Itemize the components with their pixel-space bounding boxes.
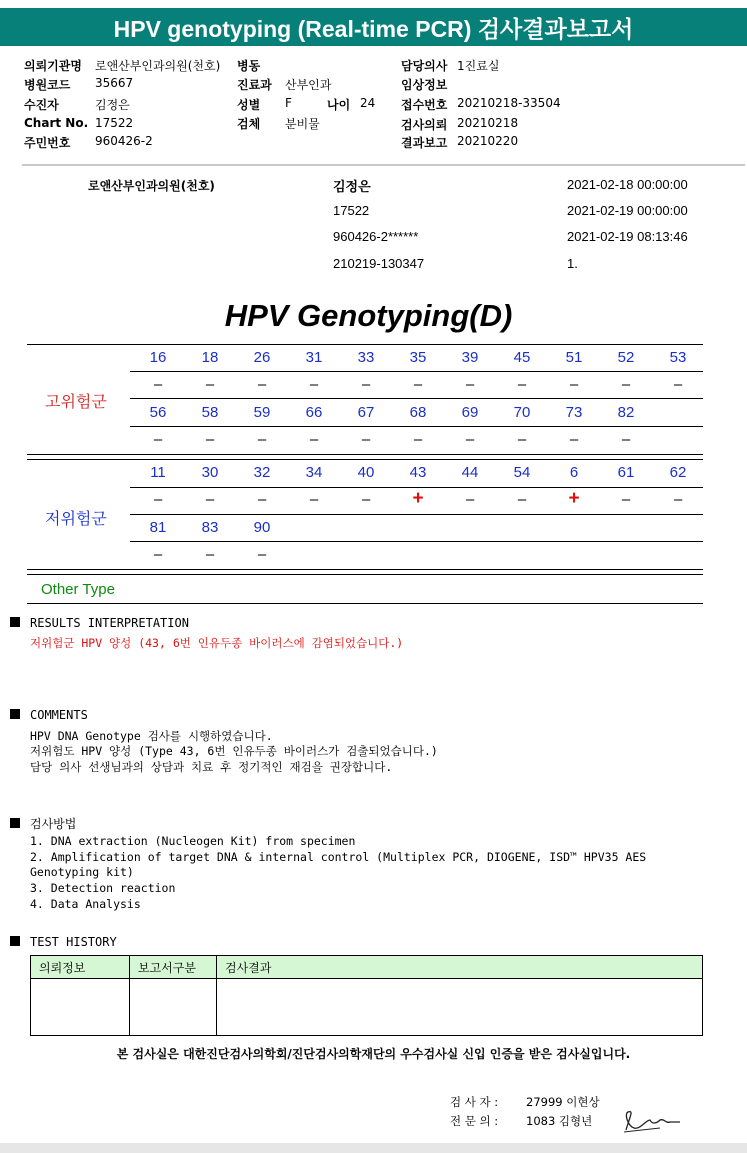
hpv-result-58: –	[205, 431, 215, 448]
expert-label: 전 문 의 :	[450, 1114, 499, 1128]
hpv-type-68: 68	[409, 404, 427, 421]
hpv-type-52: 52	[617, 349, 635, 366]
hpv-type-33: 33	[357, 349, 375, 366]
grid-line	[130, 426, 703, 427]
hpv-type-90: 90	[253, 519, 271, 536]
label-hospital-code: 병원코드	[24, 78, 71, 92]
grid-line	[130, 371, 703, 372]
hpv-type-67: 67	[357, 404, 375, 421]
grid-line	[27, 569, 703, 570]
hpv-type-62: 62	[669, 464, 687, 481]
hpv-result-40: –	[361, 491, 371, 508]
method-line: 2. Amplification of target DNA & internal control (Multiplex PCR, DIOGENE, ISD™ HPV35 AES	[30, 850, 647, 864]
value-ssn: 960426-2	[95, 134, 153, 148]
label-doctor: 담당의사	[401, 59, 448, 73]
hpv-result-81: –	[153, 546, 163, 563]
expert-name: 1083 김형년	[526, 1114, 593, 1128]
value-hospital-code: 35667	[95, 76, 134, 90]
date-1: 2021-02-18 00:00:00	[567, 177, 688, 192]
value-doctor: 1진료실	[457, 59, 500, 73]
high-risk-label: 고위험군	[45, 394, 107, 411]
hpv-result-18: –	[205, 376, 215, 393]
label-requester: 의뢰기관명	[24, 59, 82, 73]
hpv-type-53: 53	[669, 349, 687, 366]
chart-number: 17522	[333, 203, 370, 218]
value-requester: 로앤산부인과의원(천호)	[95, 59, 221, 73]
label-sex: 성별	[237, 98, 261, 112]
label-request-date: 검사의뢰	[401, 118, 448, 132]
label-report-date: 결과보고	[401, 136, 448, 150]
label-clinical-info: 임상정보	[401, 78, 448, 92]
results-heading-text: RESULTS INTERPRETATION	[30, 616, 189, 630]
grid-line	[27, 574, 703, 575]
hpv-type-81: 81	[149, 519, 167, 536]
hpv-type-39: 39	[461, 349, 479, 366]
hpv-result-35: –	[413, 376, 423, 393]
grid-line	[130, 514, 703, 515]
value-receipt-no: 20210218-33504	[457, 96, 561, 110]
history-col-request: 의뢰정보	[31, 956, 130, 979]
hpv-type-44: 44	[461, 464, 479, 481]
hpv-result-16: –	[153, 376, 163, 393]
hpv-result-43: +	[412, 488, 424, 509]
test-history-table	[30, 955, 703, 1036]
value-sex: F	[285, 96, 292, 110]
label-age: 나이	[327, 98, 351, 112]
value-age: 24	[360, 96, 376, 110]
method-heading	[10, 815, 76, 832]
hpv-result-59: –	[257, 431, 267, 448]
hpv-type-56: 56	[149, 404, 167, 421]
hpv-type-73: 73	[565, 404, 583, 421]
divider	[22, 164, 745, 166]
grid-line	[130, 398, 703, 399]
hpv-type-61: 61	[617, 464, 635, 481]
hpv-type-6: 6	[569, 464, 579, 481]
hpv-result-68: –	[413, 431, 423, 448]
results-heading	[10, 616, 189, 630]
comment-line: 담당 의사 선생님과의 상담과 치료 후 정기적인 재검을 권장합니다.	[30, 760, 393, 774]
patient-name: 김정은	[333, 180, 371, 195]
page-number: 1.	[567, 256, 578, 271]
table-cell	[217, 979, 703, 1036]
report-title: HPV genotyping (Real-time PCR) 검사결과보고서	[0, 8, 747, 46]
comments-heading	[10, 708, 88, 722]
bullet-square	[10, 936, 20, 946]
hpv-result-54: –	[517, 491, 527, 508]
comments-heading-text: COMMENTS	[30, 708, 88, 722]
hpv-result-73: –	[569, 431, 579, 448]
footer-bar	[0, 1143, 747, 1153]
hpv-result-34: –	[309, 491, 319, 508]
date-2: 2021-02-19 00:00:00	[567, 203, 688, 218]
hpv-type-83: 83	[201, 519, 219, 536]
hpv-type-31: 31	[305, 349, 323, 366]
comment-line: HPV DNA Genotype 검사를 시행하였습니다.	[30, 729, 273, 743]
grid-line	[27, 454, 703, 455]
bullet-square	[10, 709, 20, 719]
comment-line: 저위험도 HPV 양성 (Type 43, 6번 인유두종 바이러스가 검출되었습니다.)	[30, 744, 438, 758]
value-request-date: 20210218	[457, 116, 519, 130]
hpv-result-69: –	[465, 431, 475, 448]
certification-note: 본 검사실은 대한진단검사의학회/진단검사의학재단의 우수검사실 신입 인증을 받은 검사실입니다.	[116, 1047, 631, 1061]
label-specimen: 검체	[237, 117, 261, 131]
label-receipt-no: 접수번호	[401, 98, 448, 112]
hpv-result-51: –	[569, 376, 579, 393]
grid-line	[130, 541, 703, 542]
history-col-result: 검사결과	[217, 956, 703, 979]
low-risk-label: 저위험군	[45, 511, 107, 528]
hpv-result-31: –	[309, 376, 319, 393]
hpv-result-66: –	[309, 431, 319, 448]
history-heading-text: TEST HISTORY	[30, 935, 117, 949]
hpv-type-16: 16	[149, 349, 167, 366]
hpv-type-26: 26	[253, 349, 271, 366]
genotyping-title: HPV Genotyping(D)	[224, 298, 513, 333]
hpv-result-83: –	[205, 546, 215, 563]
method-line: 3. Detection reaction	[30, 881, 176, 895]
hpv-type-82: 82	[617, 404, 635, 421]
method-heading-text: 검사방법	[30, 817, 77, 831]
value-report-date: 20210220	[457, 134, 519, 148]
hpv-result-44: –	[465, 491, 475, 508]
hpv-type-32: 32	[253, 464, 271, 481]
hpv-result-62: –	[673, 491, 683, 508]
method-line: 4. Data Analysis	[30, 897, 141, 911]
other-type-label: Other Type	[41, 581, 115, 598]
signature-image	[620, 1106, 684, 1136]
hpv-type-40: 40	[357, 464, 375, 481]
grid-line	[27, 459, 703, 460]
value-patient: 김정은	[95, 98, 130, 112]
label-department: 진료과	[237, 78, 272, 92]
hpv-result-30: –	[205, 491, 215, 508]
hpv-result-52: –	[621, 376, 631, 393]
hpv-type-43: 43	[409, 464, 427, 481]
hpv-result-39: –	[465, 376, 475, 393]
hpv-type-69: 69	[461, 404, 479, 421]
masked-ssn: 960426-2******	[333, 229, 419, 244]
hpv-result-90: –	[257, 546, 267, 563]
table-row	[31, 979, 703, 1036]
bullet-square	[10, 617, 20, 627]
hpv-type-35: 35	[409, 349, 427, 366]
hpv-type-34: 34	[305, 464, 323, 481]
grid-line	[27, 344, 703, 345]
hpv-type-66: 66	[305, 404, 323, 421]
hpv-result-61: –	[621, 491, 631, 508]
tester-name: 27999 이현상	[526, 1095, 600, 1109]
hpv-type-59: 59	[253, 404, 271, 421]
hpv-type-45: 45	[513, 349, 531, 366]
hpv-result-70: –	[517, 431, 527, 448]
history-heading	[10, 935, 117, 949]
hpv-type-70: 70	[513, 404, 531, 421]
value-department: 산부인과	[285, 78, 332, 92]
hpv-type-54: 54	[513, 464, 531, 481]
label-ward: 병동	[237, 59, 261, 73]
hpv-result-82: –	[621, 431, 631, 448]
method-line: 1. DNA extraction (Nucleogen Kit) from specimen	[30, 834, 356, 848]
hpv-type-18: 18	[201, 349, 219, 366]
hpv-result-26: –	[257, 376, 267, 393]
history-col-report-type: 보고서구분	[130, 956, 217, 979]
table-cell	[31, 979, 130, 1036]
clinic-name: 로앤산부인과의원(천호)	[88, 179, 215, 193]
grid-line	[27, 603, 703, 604]
table-cell	[130, 979, 217, 1036]
hpv-result-32: –	[257, 491, 267, 508]
hpv-result-67: –	[361, 431, 371, 448]
date-3: 2021-02-19 08:13:46	[567, 229, 688, 244]
hpv-result-33: –	[361, 376, 371, 393]
sample-code: 210219-130347	[333, 256, 425, 271]
results-text: 저위험군 HPV 양성 (43, 6번 인유두종 바이러스에 감염되었습니다.)	[30, 636, 404, 650]
hpv-type-51: 51	[565, 349, 583, 366]
bullet-square	[10, 818, 20, 828]
hpv-result-11: –	[153, 491, 163, 508]
tester-label: 검 사 자 :	[450, 1095, 499, 1109]
hpv-type-30: 30	[201, 464, 219, 481]
label-patient: 수진자	[24, 98, 59, 112]
value-specimen: 분비물	[285, 117, 320, 131]
value-chart-no: 17522	[95, 116, 134, 130]
label-ssn: 주민번호	[24, 136, 71, 150]
hpv-result-45: –	[517, 376, 527, 393]
hpv-type-11: 11	[150, 464, 166, 481]
hpv-type-58: 58	[201, 404, 219, 421]
hpv-result-6: +	[568, 488, 580, 509]
hpv-result-56: –	[153, 431, 163, 448]
hpv-result-53: –	[673, 376, 683, 393]
method-line: Genotyping kit)	[30, 865, 134, 879]
label-chart-no: Chart No.	[24, 116, 89, 130]
